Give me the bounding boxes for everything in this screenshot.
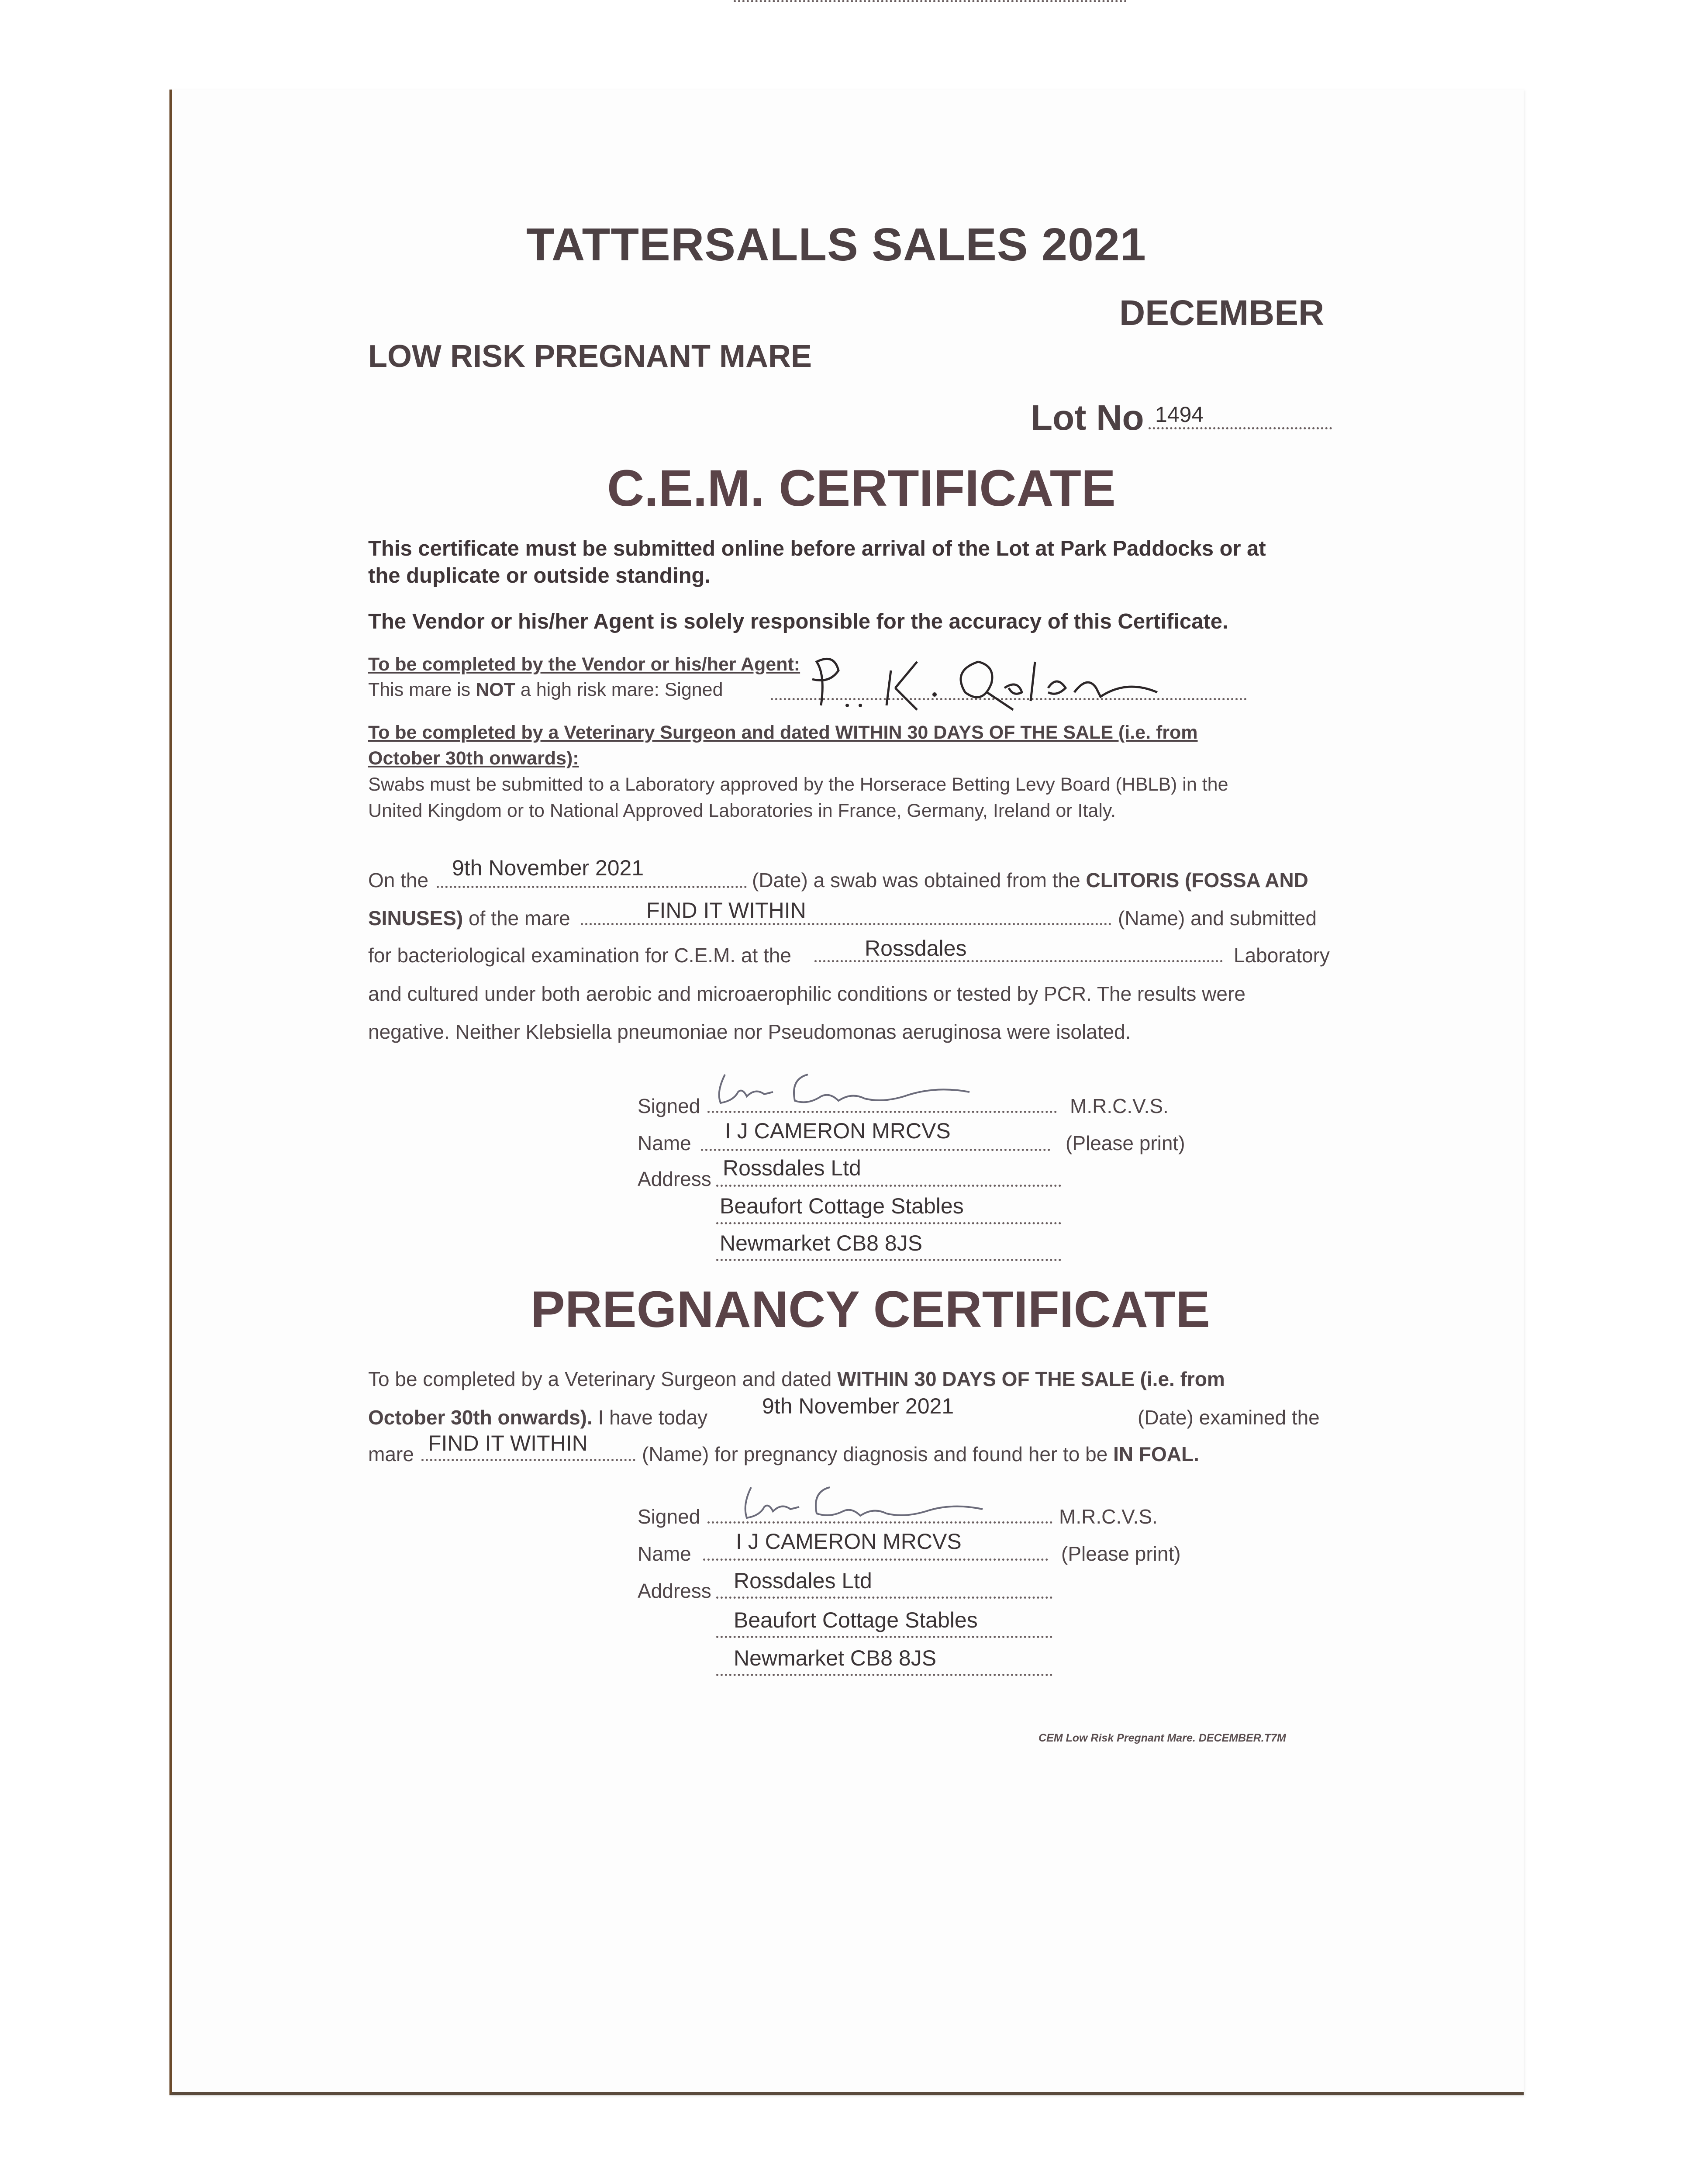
lot-number: 1494	[1155, 402, 1204, 427]
swab-date-line	[437, 886, 747, 888]
pregnancy-vet-signature	[738, 1479, 1000, 1527]
lot-number-line	[1149, 427, 1332, 429]
swab-date: 9th November 2021	[452, 856, 644, 880]
cem-vet-name: I J CAMERON MRCVS	[725, 1119, 951, 1143]
submission-notice-line1: This certificate must be submitted online before arrival of the Lot at Park Paddocks or at	[368, 537, 1266, 560]
pregnancy-date-line	[734, 0, 1127, 2]
sales-title: TATTERSALLS SALES 2021	[526, 219, 1146, 270]
pregnancy-address-line1-dots	[716, 1597, 1052, 1599]
pregnancy-address-line2-dots	[716, 1636, 1052, 1638]
culture-result-line2: negative. Neither Klebsiella pneumoniae nor Pseudomonas aeruginosa were isolated.	[368, 1020, 1131, 1043]
pregnancy-instruction-line2: October 30th onwards). I have today	[368, 1406, 708, 1429]
pregnancy-signed-label: Signed	[638, 1505, 700, 1528]
cem-vet-signature	[707, 1061, 1013, 1114]
swab-instruction-line1: Swabs must be submitted to a Laboratory approved by the Horserace Betting Levy Board (HBLB) in the	[368, 774, 1228, 795]
pregnancy-name-label: Name	[638, 1542, 691, 1565]
mare-category: LOW RISK PREGNANT MARE	[368, 339, 812, 374]
sale-month: DECEMBER	[1119, 293, 1325, 333]
pregnancy-address-label: Address	[638, 1579, 711, 1602]
swab-instruction-line2: United Kingdom or to National Approved Laboratories in France, Germany, Ireland or Italy.	[368, 800, 1116, 821]
pregnancy-address-line1: Rossdales Ltd	[734, 1569, 872, 1593]
pregnancy-address-line3-dots	[716, 1674, 1052, 1676]
pregnancy-mare-name-line	[421, 1459, 635, 1461]
cem-address-line2: Beaufort Cottage Stables	[720, 1194, 964, 1218]
pregnancy-address-line2: Beaufort Cottage Stables	[734, 1608, 978, 1632]
lot-label: Lot No	[1031, 398, 1144, 438]
cem-signed-label: Signed	[638, 1095, 700, 1117]
pregnancy-vet-name-line	[703, 1559, 1048, 1561]
submission-notice-line2: the duplicate or outside standing.	[368, 564, 711, 587]
culture-result-line1: and cultured under both aerobic and microaerophilic conditions or tested by PCR. The results were	[368, 982, 1245, 1005]
pregnancy-certificate-title: PREGNANCY CERTIFICATE	[531, 1281, 1210, 1338]
pregnancy-mare-name: FIND IT WITHIN	[428, 1431, 588, 1455]
swab-site-text: (Date) a swab was obtained from the CLITORIS (FOSSA AND	[752, 869, 1308, 892]
pregnancy-diagnosis-text: (Name) for pregnancy diagnosis and found her to be IN FOAL.	[642, 1443, 1199, 1465]
on-the-label: On the	[368, 869, 429, 892]
pregnancy-address-line3: Newmarket CB8 8JS	[734, 1646, 937, 1670]
pregnancy-mare-label: mare	[368, 1443, 414, 1465]
cem-certificate-title: C.E.M. CERTIFICATE	[607, 460, 1116, 517]
cem-address-label: Address	[638, 1168, 711, 1190]
cem-address-line2-dots	[716, 1222, 1061, 1224]
cem-mrcvs-label: M.R.C.V.S.	[1070, 1095, 1169, 1117]
cem-mare-name: FIND IT WITHIN	[646, 898, 806, 923]
cem-mare-name-line	[581, 923, 1111, 925]
sinuses-of-the-mare: SINUSES) of the mare	[368, 907, 570, 930]
cem-name-label: Name	[638, 1132, 691, 1154]
vet-section-heading-line2: October 30th onwards):	[368, 748, 579, 769]
form-code: CEM Low Risk Pregnant Mare. DECEMBER.T7M	[1038, 1732, 1286, 1744]
cem-address-line3-dots	[716, 1259, 1061, 1261]
bacteriological-exam-text: for bacteriological examination for C.E.M. at the	[368, 944, 792, 967]
laboratory-name: Rossdales	[865, 936, 967, 961]
date-examined-the: (Date) examined the	[1138, 1406, 1320, 1429]
vet-section-heading-line1: To be completed by a Veterinary Surgeon and dated WITHIN 30 DAYS OF THE SALE (i.e. from	[368, 722, 1198, 743]
pregnancy-vet-name: I J CAMERON MRCVS	[736, 1529, 962, 1554]
pregnancy-please-print: (Please print)	[1061, 1542, 1181, 1565]
pregnancy-instruction-line1: To be completed by a Veterinary Surgeon and dated WITHIN 30 DAYS OF THE SALE (i.e. from	[368, 1368, 1225, 1390]
vendor-statement: This mare is NOT a high risk mare: Signed	[368, 679, 723, 700]
laboratory-label: Laboratory	[1234, 944, 1330, 967]
vendor-signature	[786, 644, 1179, 714]
cem-address-line1: Rossdales Ltd	[723, 1156, 861, 1180]
name-and-submitted: (Name) and submitted	[1118, 907, 1317, 930]
pregnancy-date: 9th November 2021	[762, 1394, 954, 1418]
cem-vet-name-line	[701, 1149, 1050, 1151]
pregnancy-mrcvs-label: M.R.C.V.S.	[1059, 1505, 1158, 1528]
responsibility-notice: The Vendor or his/her Agent is solely responsible for the accuracy of this Certificate.	[368, 610, 1228, 633]
vendor-section-heading: To be completed by the Vendor or his/her Agent:	[368, 654, 800, 675]
cem-address-line1-dots	[716, 1185, 1061, 1187]
cem-please-print: (Please print)	[1066, 1132, 1185, 1154]
cem-address-line3: Newmarket CB8 8JS	[720, 1231, 923, 1255]
